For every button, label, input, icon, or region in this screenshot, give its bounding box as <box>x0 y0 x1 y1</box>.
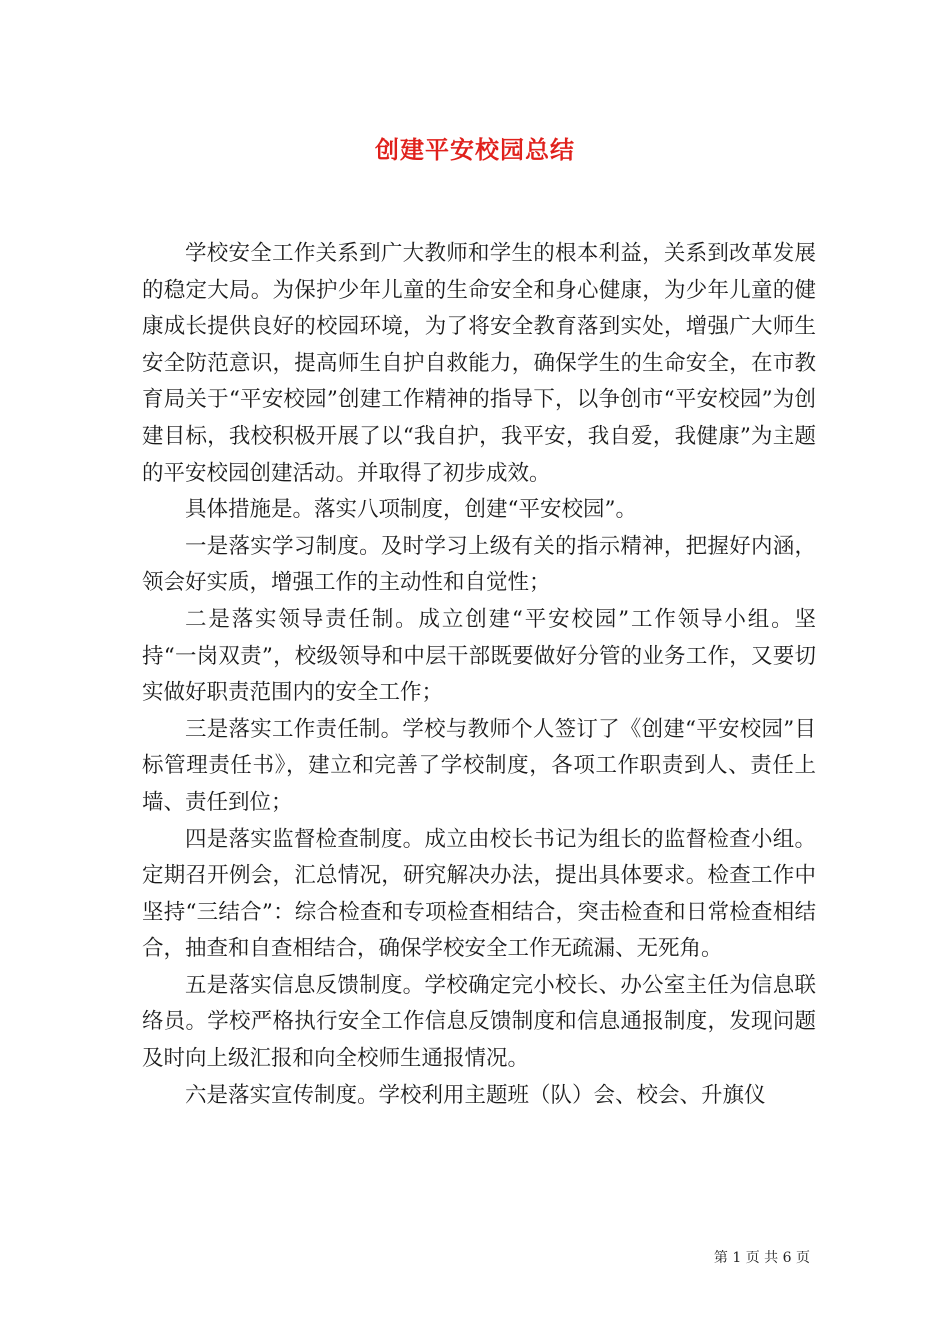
paragraph-supervision: 四是落实监督检查制度。成立由校长书记为组长的监督检查小组。定期召开例会，汇总情况，研究解决办法，提出具体要求。检查工作中坚持“三结合”：综合检查和专项检查相结合，突击检查和日常检查相结合，抽查和自查相结合，确保学校安全工作无疏漏、无死角。 <box>142 826 816 962</box>
document-body <box>142 236 816 1114</box>
document-title: 创建平安校园总结 <box>375 135 575 164</box>
paragraph-intro: 学校安全工作关系到广大教师和学生的根本利益，关系到改革发展的稳定大局。为保护少年儿童的生命安全和身心健康，为少年儿童的健康成长提供良好的校园环境，为了将安全教育落到实处，增强广大师生安全防范意识，提高师生自护自救能力，确保学生的生命安全，在市教育局关于“平安校园”创建工作精神的指导下，以争创市“平安校园”为创建目标，我校积极开展了以“我自护，我平安，我自爱，我健康”为主题的平安校园创建活动。并取得了初步成效。 <box>142 241 816 486</box>
paragraph-leadership-responsibility: 二是落实领导责任制。成立创建“平安校园”工作领导小组。坚持“一岗双责”，校级领导和中层干部既要做好分管的业务工作，又要切实做好职责范围内的安全工作； <box>142 606 816 706</box>
paragraph-feedback: 五是落实信息反馈制度。学校确定完小校长、办公室主任为信息联络员。学校严格执行安全工作信息反馈制度和信息通报制度，发现问题及时向上级汇报和向全校师生通报情况。 <box>142 972 816 1072</box>
paragraph-study-system: 一是落实学习制度。及时学习上级有关的指示精神，把握好内涵，领会好实质，增强工作的主动性和自觉性； <box>142 533 816 596</box>
paragraph-work-responsibility: 三是落实工作责任制。学校与教师个人签订了《创建“平安校园”目标管理责任书》，建立和完善了学校制度，各项工作职责到人、责任上墙、责任到位； <box>142 716 816 815</box>
paragraph-publicity: 六是落实宣传制度。学校利用主题班（队）会、校会、升旗仪 <box>185 1082 766 1108</box>
paragraph-measures: 具体措施是。落实八项制度，创建“平安校园”。 <box>185 497 637 523</box>
page-number: 第 1 页 共 6 页 <box>713 1250 810 1266</box>
